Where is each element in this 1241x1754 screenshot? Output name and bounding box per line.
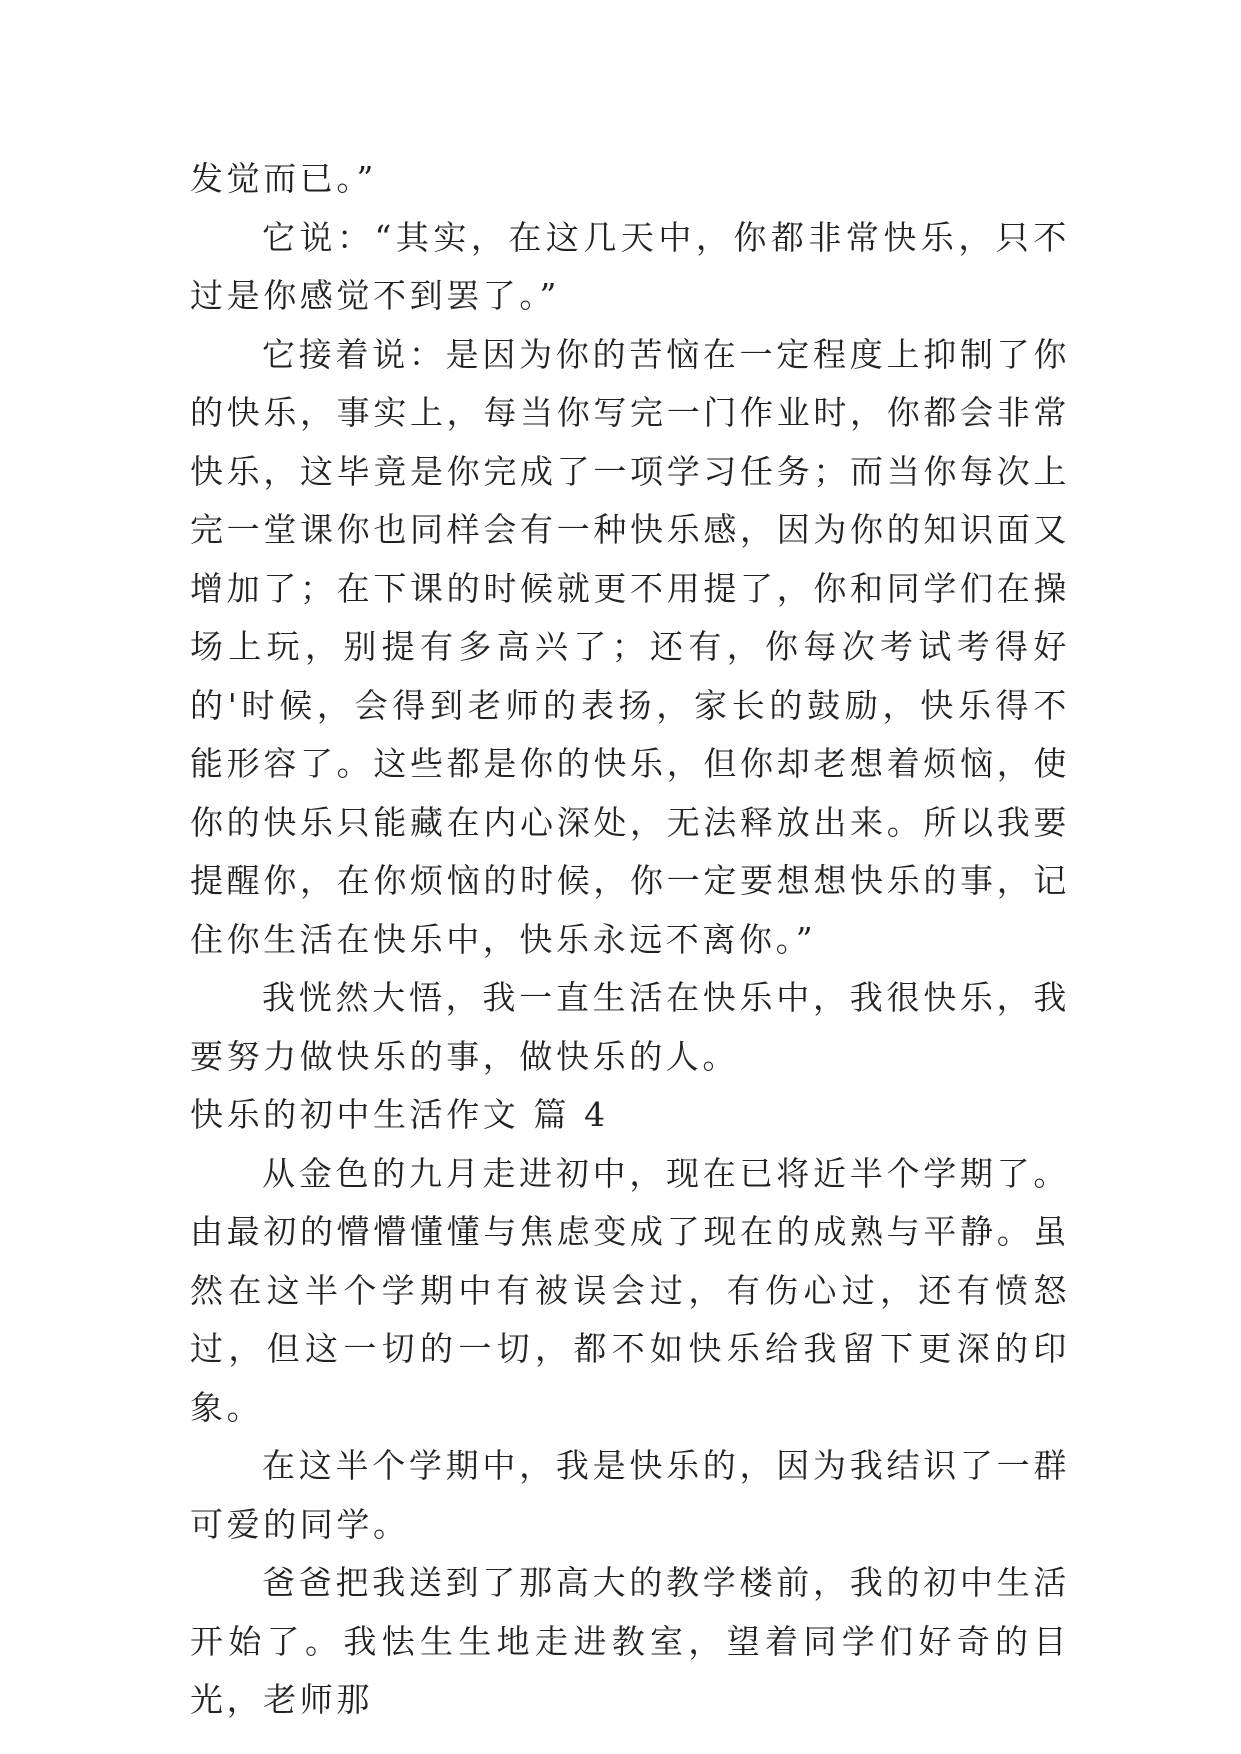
paragraph: 它说：“其实，在这几天中，你都非常快乐，只不过是你感觉不到罢了。” (190, 217, 1070, 315)
paragraph: 从金色的九月走进初中，现在已将近半个学期了。由最初的懵懵懂懂与焦虑变成了现在的成熟与平静。虽然在这半个学期中有被误会过，有伤心过，还有愤怒过，但这一切的一切，都不如快乐给我留下更深的印象。 (190, 1153, 1070, 1427)
paragraph: 它接着说：是因为你的苦恼在一定程度上抑制了你的快乐，事实上，每当你写完一门作业时，你都会非常快乐，这毕竟是你完成了一项学习任务；而当你每次上完一堂课你也同样会有一种快乐感，因为你的知识面又增加了；在下课的时候就更不用提了，你和同学们在操场上玩，别提有多高兴了；还有，你每次考试考得好的'时候，会得到老师的表扬，家长的鼓励，快乐得不能形容了。这些都是你的快乐，但你却老想着烦恼，使你的快乐只能藏在内心深处，无法释放出来。所以我要提醒你，在你烦恼的时候，你一定要想想快乐的事，记住你生活在快乐中，快乐永远不离你。” (190, 334, 1070, 959)
section-heading: 快乐的初中生活作文 篇 4 (190, 1095, 609, 1134)
paragraph: 我恍然大悟，我一直生活在快乐中，我很快乐，我要努力做快乐的事，做快乐的人。 (190, 978, 1070, 1076)
document-body (190, 150, 1070, 1730)
paragraph: 爸爸把我送到了那高大的教学楼前，我的初中生活开始了。我怯生生地走进教室，望着同学们好奇的目光，老师那 (190, 1563, 1070, 1719)
paragraph-continuation: 发觉而已。” (190, 159, 377, 198)
paragraph: 在这半个学期中，我是快乐的，因为我结识了一群可爱的同学。 (190, 1446, 1070, 1544)
